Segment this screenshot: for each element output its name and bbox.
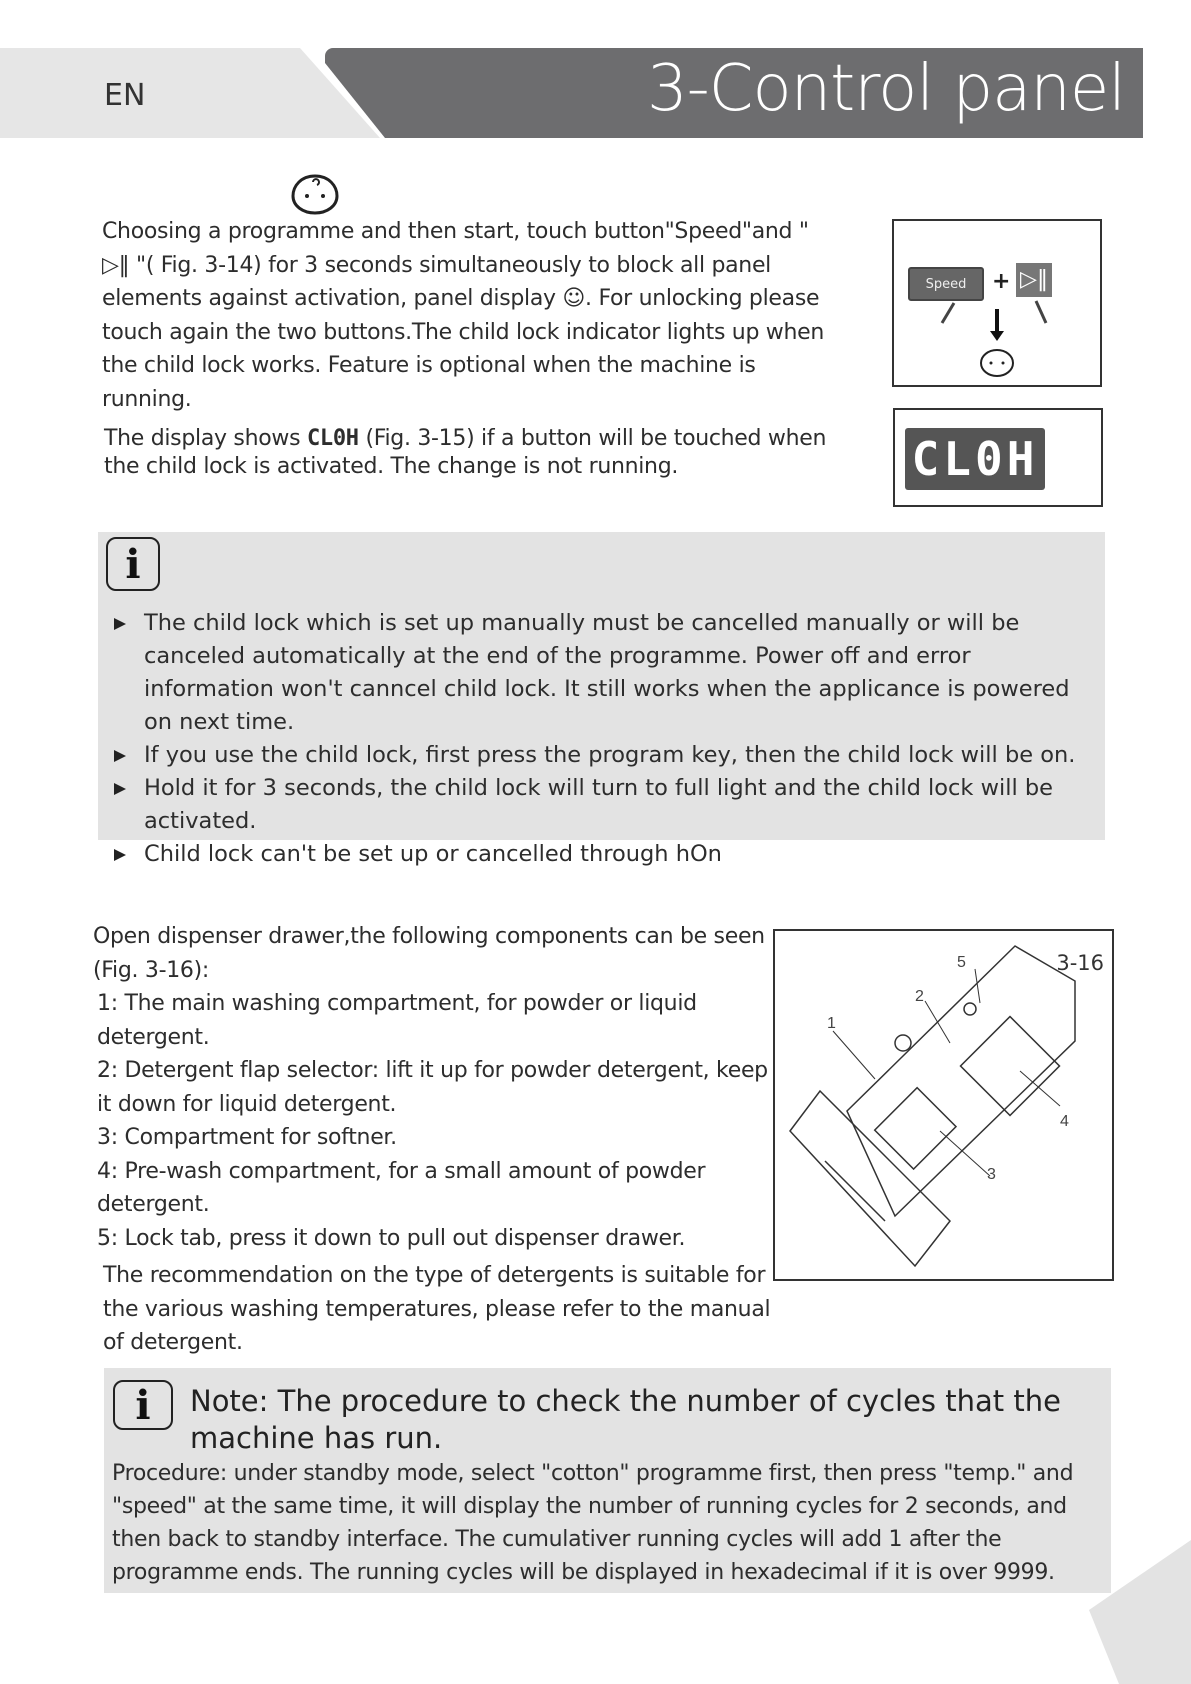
info-bullets [112,607,1102,871]
child-lock-icon [287,172,343,216]
callout-5: 5 [957,954,966,971]
bullet-item: The child lock which is set up manually must be cancelled manually or will be canceled automatically at the end of the programme. Power off and error information won't canncel child lock. It still works when the applicance is powered on next time. [112,607,1102,739]
bullet-item: Child lock can't be set up or cancelled through hOn [112,838,1102,871]
callout-2: 2 [915,988,924,1005]
figure-3-14 [892,219,1102,387]
speed-button-illustration: Speed [908,267,984,301]
page-title: 3-Control panel [646,52,1125,126]
figure-label: 3-16 [1056,951,1104,975]
callout-3: 3 [987,1166,996,1183]
dispenser-item: 4: Pre-wash compartment, for a small amount of powder detergent. [97,1158,706,1217]
language-label: EN [104,78,146,113]
display-code: CL0H [306,426,359,451]
figure-3-15 [893,408,1103,507]
dispenser-recommendation: The recommendation on the type of detergents is suitable for the various washing temperatures, please refer to the manual of detergent. [103,1263,771,1355]
arrows-icon [894,221,1100,385]
info-icon: i [106,537,160,591]
dispenser-item: 2: Detergent flap selector: lift it up for powder detergent, keep it down for liquid detergent. [97,1058,768,1117]
callout-1: 1 [827,1015,836,1032]
note-title: Note: The procedure to check the number of cycles that the machine has run. [190,1384,1061,1455]
lcd-display: CL0H [905,428,1045,490]
dispenser-item: 3: Compartment for softner. [97,1125,397,1150]
display-paragraph [104,425,864,481]
bullet-item: If you use the child lock, first press the program key, then the child lock will be on. [112,739,1102,772]
language-tab [0,48,380,138]
dispenser-intro: Open dispenser drawer,the following components can be seen (Fig. 3-16): [93,924,765,983]
dispenser-drawer-illustration [775,931,1112,1279]
dispenser-text [93,920,773,1360]
dispenser-item: 5: Lock tab, press it down to pull out dispenser drawer. [97,1225,686,1251]
bullet-item: Hold it for 3 seconds, the child lock will turn to full light and the child lock will be activated. [112,772,1102,838]
callout-4: 4 [1060,1113,1069,1130]
dispenser-item: 1: The main washing compartment, for powder or liquid detergent. [97,991,697,1050]
note-body: Procedure: under standby mode, select "cotton" programme first, then press "temp." and "speed" at the same time, it will display the number of running cycles for 2 seconds, and then back to standby interface. The cumulativer running cycles will add 1 after the programme ends. The running cycles will be displayed in hexadecimal if it is over 9999. [112,1461,1074,1585]
display-text-after: (Fig. 3-15) if a button will be touched when the child lock is activated. The change is not running. [104,426,827,479]
plus-sign: + [992,269,1011,294]
figure-3-16 [773,929,1114,1281]
note-info-icon: i [113,1380,173,1430]
display-text-before: The display shows [104,426,301,451]
child-lock-paragraph: Choosing a programme and then start, touch button"Speed"and " ▷‖ "( Fig. 3-14) for 3 seconds simultaneously to block all panel elements against activation, panel display ☺. For unlocking please touch again the two buttons.The child lock indicator lights up when the child lock works. Feature is optional when the machine is running. [102,219,825,412]
start-pause-icon: ▷‖ [1016,263,1052,297]
